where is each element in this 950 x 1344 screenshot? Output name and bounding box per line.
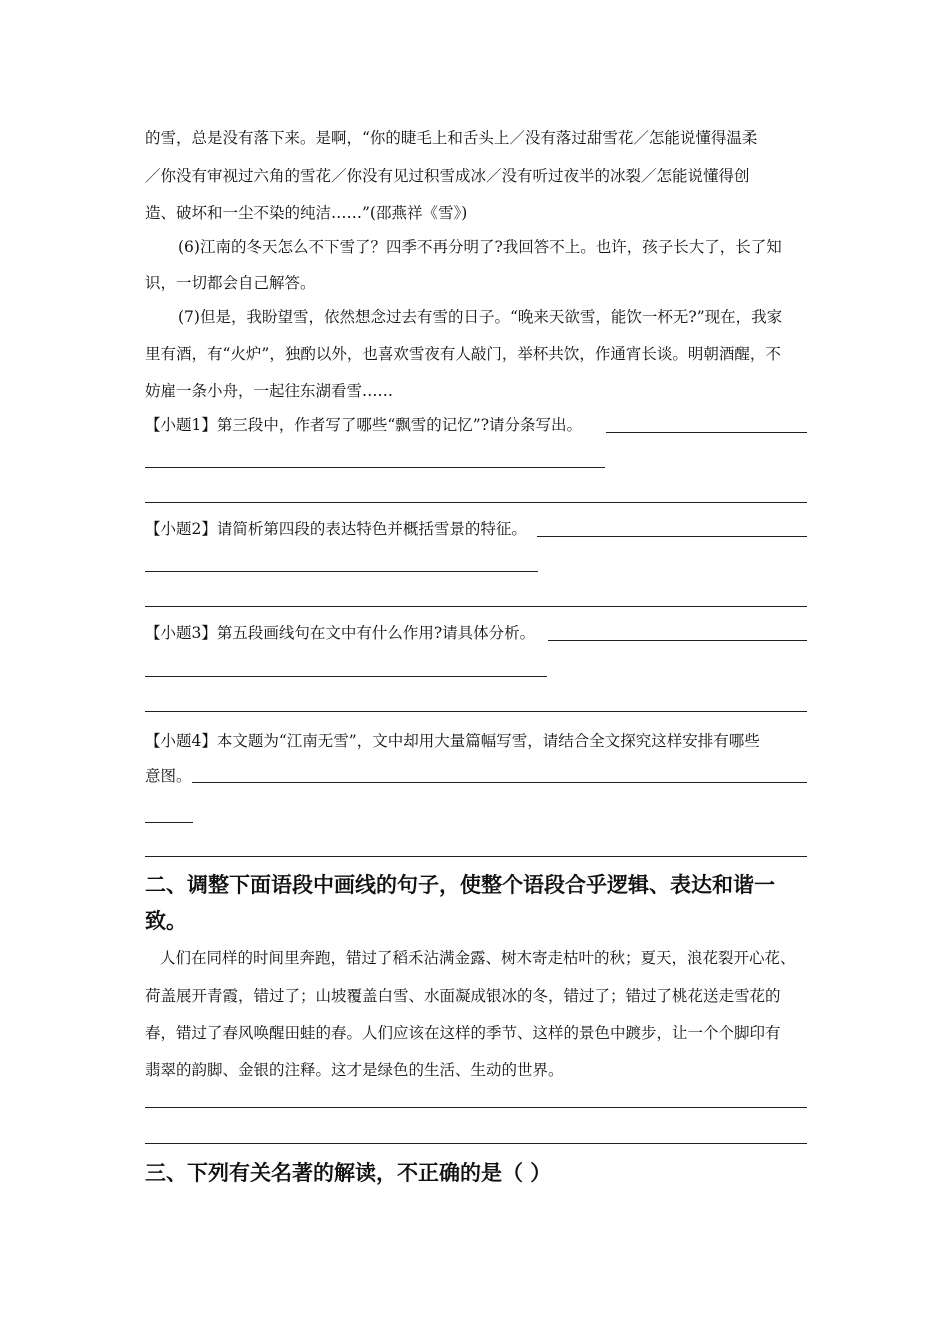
answer-line[interactable] [145,822,193,823]
section-3-heading: 三、下列有关名著的解读，不正确的是（ ） [145,1161,552,1185]
question-3-text: 【小题3】第五段画线句在文中有什么作用?请具体分析。 [145,624,536,642]
answer-line[interactable] [145,1143,807,1144]
answer-line[interactable] [145,571,538,572]
passage-line: ／你没有审视过六角的雪花／你没有见过积雪成冰／没有听过夜半的冰裂／怎能说懂得创 [145,167,750,185]
answer-line[interactable] [537,536,807,537]
answer-line[interactable] [145,676,547,677]
section-2-heading: 致。 [145,909,187,933]
section-2-paragraph-line: 翡翠的韵脚、金银的注释。这才是绿色的生活、生动的世界。 [145,1061,564,1079]
answer-line[interactable] [145,711,807,712]
question-4-line [145,766,807,786]
section-2-paragraph-line: 人们在同样的时间里奔跑，错过了稻禾沾满金露、树木寄走枯叶的秋；夏天，浪花裂开心花、 [160,949,796,967]
passage-line: 的雪，总是没有落下来。是啊，“你的睫毛上和舌头上／没有落过甜雪花／怎能说懂得温柔 [145,129,758,147]
section-2-heading: 二、调整下面语段中画线的句子，使整个语段合乎逻辑、表达和谐一 [145,873,775,897]
paragraph-7-line: 里有酒，有“火炉”，独酌以外，也喜欢雪夜有人敲门，举杯共饮，作通宵长谈。明朝酒醒，不 [145,345,781,363]
answer-line[interactable] [192,782,807,783]
question-4-text: 意图。 [145,767,192,785]
answer-line[interactable] [145,856,807,857]
passage-line: 造、破坏和一尘不染的纯洁……”(邵燕祥《雪》) [145,204,468,222]
paragraph-7-line: (7)但是，我盼望雪，依然想念过去有雪的日子。“晚来天欲雪，能饮一杯无?”现在，我家 [178,308,783,326]
paragraph-6-line: 识，一切都会自己解答。 [145,274,316,292]
answer-line[interactable] [145,467,605,468]
question-2-text: 【小题2】请简析第四段的表达特色并概括雪景的特征。 [145,520,527,538]
answer-line[interactable] [145,1107,807,1108]
answer-line[interactable] [145,606,807,607]
answer-line[interactable] [606,432,807,433]
question-1-text: 【小题1】第三段中，作者写了哪些“飘雪的记忆”?请分条写出。 [145,416,583,434]
paragraph-6-line: (6)江南的冬天怎么不下雪了？四季不再分明了?我回答不上。也许，孩子长大了，长了知 [178,238,782,256]
section-2-paragraph-line: 荷盖展开青霞，错过了；山坡覆盖白雪、水面凝成银冰的冬，错过了；错过了桃花送走雪花的 [145,987,781,1005]
answer-line[interactable] [145,502,807,503]
answer-line[interactable] [548,640,807,641]
paragraph-7-line: 妨雇一条小舟，一起往东湖看雪…… [145,382,394,400]
question-4-line: 【小题4】本文题为“江南无雪”，文中却用大量篇幅写雪，请结合全文探究这样安排有哪些 [145,732,760,750]
section-2-paragraph-line: 春，错过了春风唤醒田蛙的春。人们应该在这样的季节、这样的景色中踱步，让一个个脚印有 [145,1024,781,1042]
